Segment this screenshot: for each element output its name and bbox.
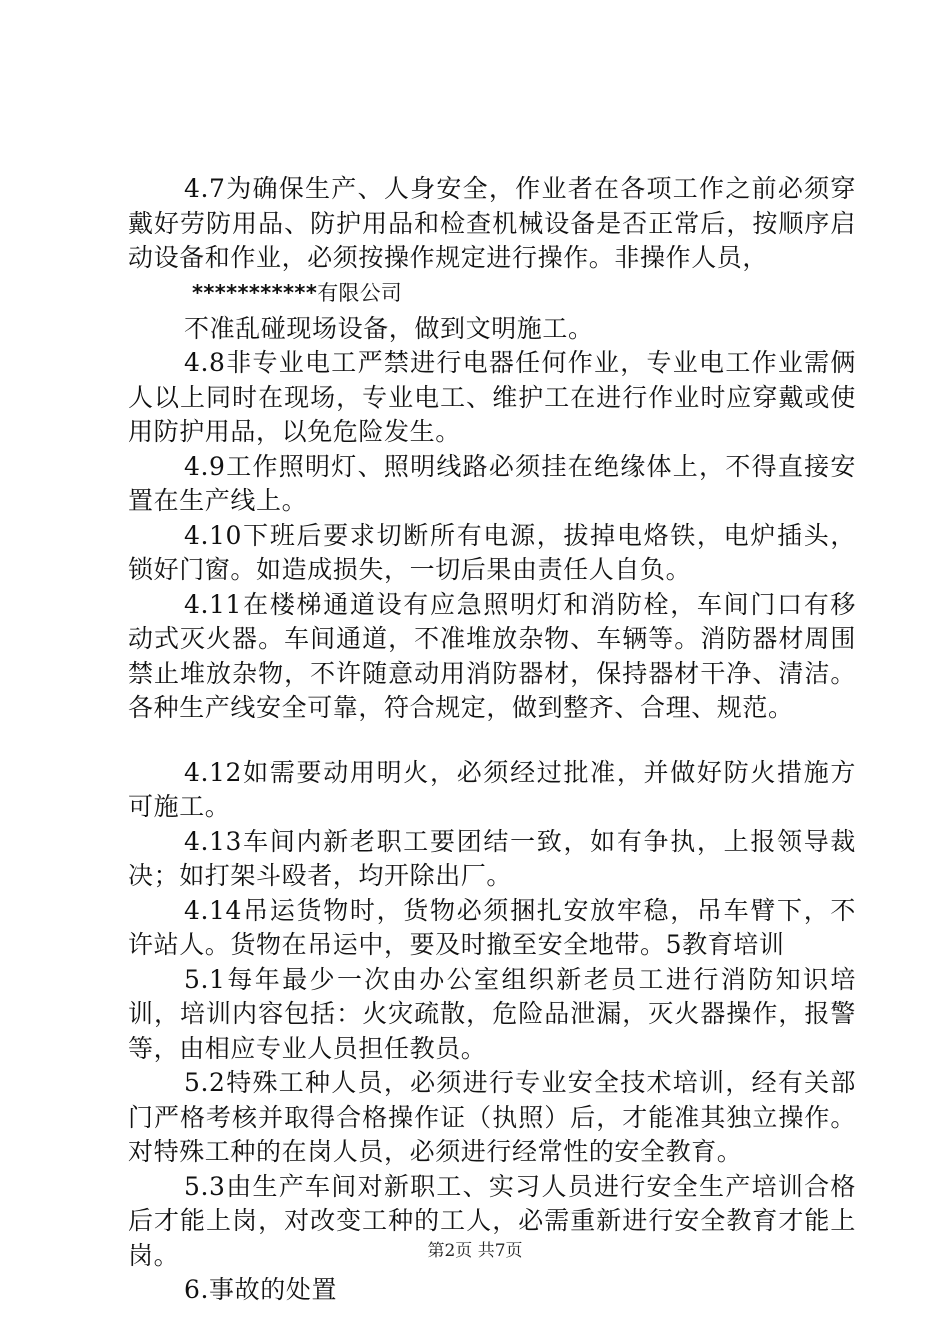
- paragraph-4-7: 4.7为确保生产、人身安全，作业者在各项工作之前必须穿戴好劳防用品、防护用品和检查机械设备是否正常后，按顺序启动设备和作业，必须按操作规定进行操作。非操作人员，: [128, 174, 856, 272]
- paragraph-4-11: 4.11在楼梯通道设有应急照明灯和消防栓，车间门口有移动式灭火器。车间通道，不准堆放杂物、车辆等。消防器材周围禁止堆放杂物，不许随意动用消防器材，保持器材干净、清洁。各种生产线安全可靠，符合规定，做到整齐、合理、规范。: [128, 589, 856, 722]
- paragraph-4-7-continued: 不准乱碰现场设备，做到文明施工。: [184, 313, 594, 343]
- paragraph-5-1: 5.1每年最少一次由办公室组织新老员工进行消防知识培训，培训内容包括：火灾疏散，危险品泄漏，灭火器操作，报警等，由相应专业人员担任教员。: [128, 964, 856, 1063]
- section-heading-6: 6.事故的处置: [184, 1275, 338, 1304]
- paragraph-4-8: 4.8非专业电工严禁进行电器任何作业，专业电工作业需俩人以上同时在现场，专业电工、维护工在进行作业时应穿戴或使用防护用品，以免危险发生。: [128, 348, 856, 446]
- company-name-redacted: ***********: [192, 280, 318, 305]
- paragraph-4-10: 4.10下班后要求切断所有电源，拔掉电烙铁，电炉插头，锁好门窗。如造成损失，一切后果由责任人自负。: [128, 520, 856, 584]
- paragraph-4-9: 4.9工作照明灯、照明线路必须挂在绝缘体上，不得直接安置在生产线上。: [128, 451, 856, 515]
- document-body: [128, 172, 856, 1308]
- company-name-line: [128, 278, 856, 308]
- paragraph-4-12: 4.12如需要动用明火，必须经过批准，并做好防火措施方可施工。: [128, 757, 856, 821]
- paragraph-5-3: 5.3由生产车间对新职工、实习人员进行安全生产培训合格后才能上岗，对改变工种的工人，必需重新进行安全教育才能上岗。: [128, 1171, 856, 1270]
- page-number-footer: 第2页 共7页: [427, 1241, 523, 1261]
- company-name-suffix: 有限公司: [317, 280, 403, 305]
- paragraph-4-14: 4.14吊运货物时，货物必须捆扎安放牢稳，吊车臂下，不许站人。货物在吊运中，要及时撤至安全地带。5教育培训: [128, 895, 856, 959]
- paragraph-4-13: 4.13车间内新老职工要团结一致，如有争执，上报领导裁决；如打架斗殴者，均开除出厂。: [128, 826, 856, 890]
- paragraph-5-2: 5.2特殊工种人员，必须进行专业安全技术培训，经有关部门严格考核并取得合格操作证（执照）后，才能准其独立操作。对特殊工种的在岗人员，必须进行经常性的安全教育。: [128, 1068, 856, 1166]
